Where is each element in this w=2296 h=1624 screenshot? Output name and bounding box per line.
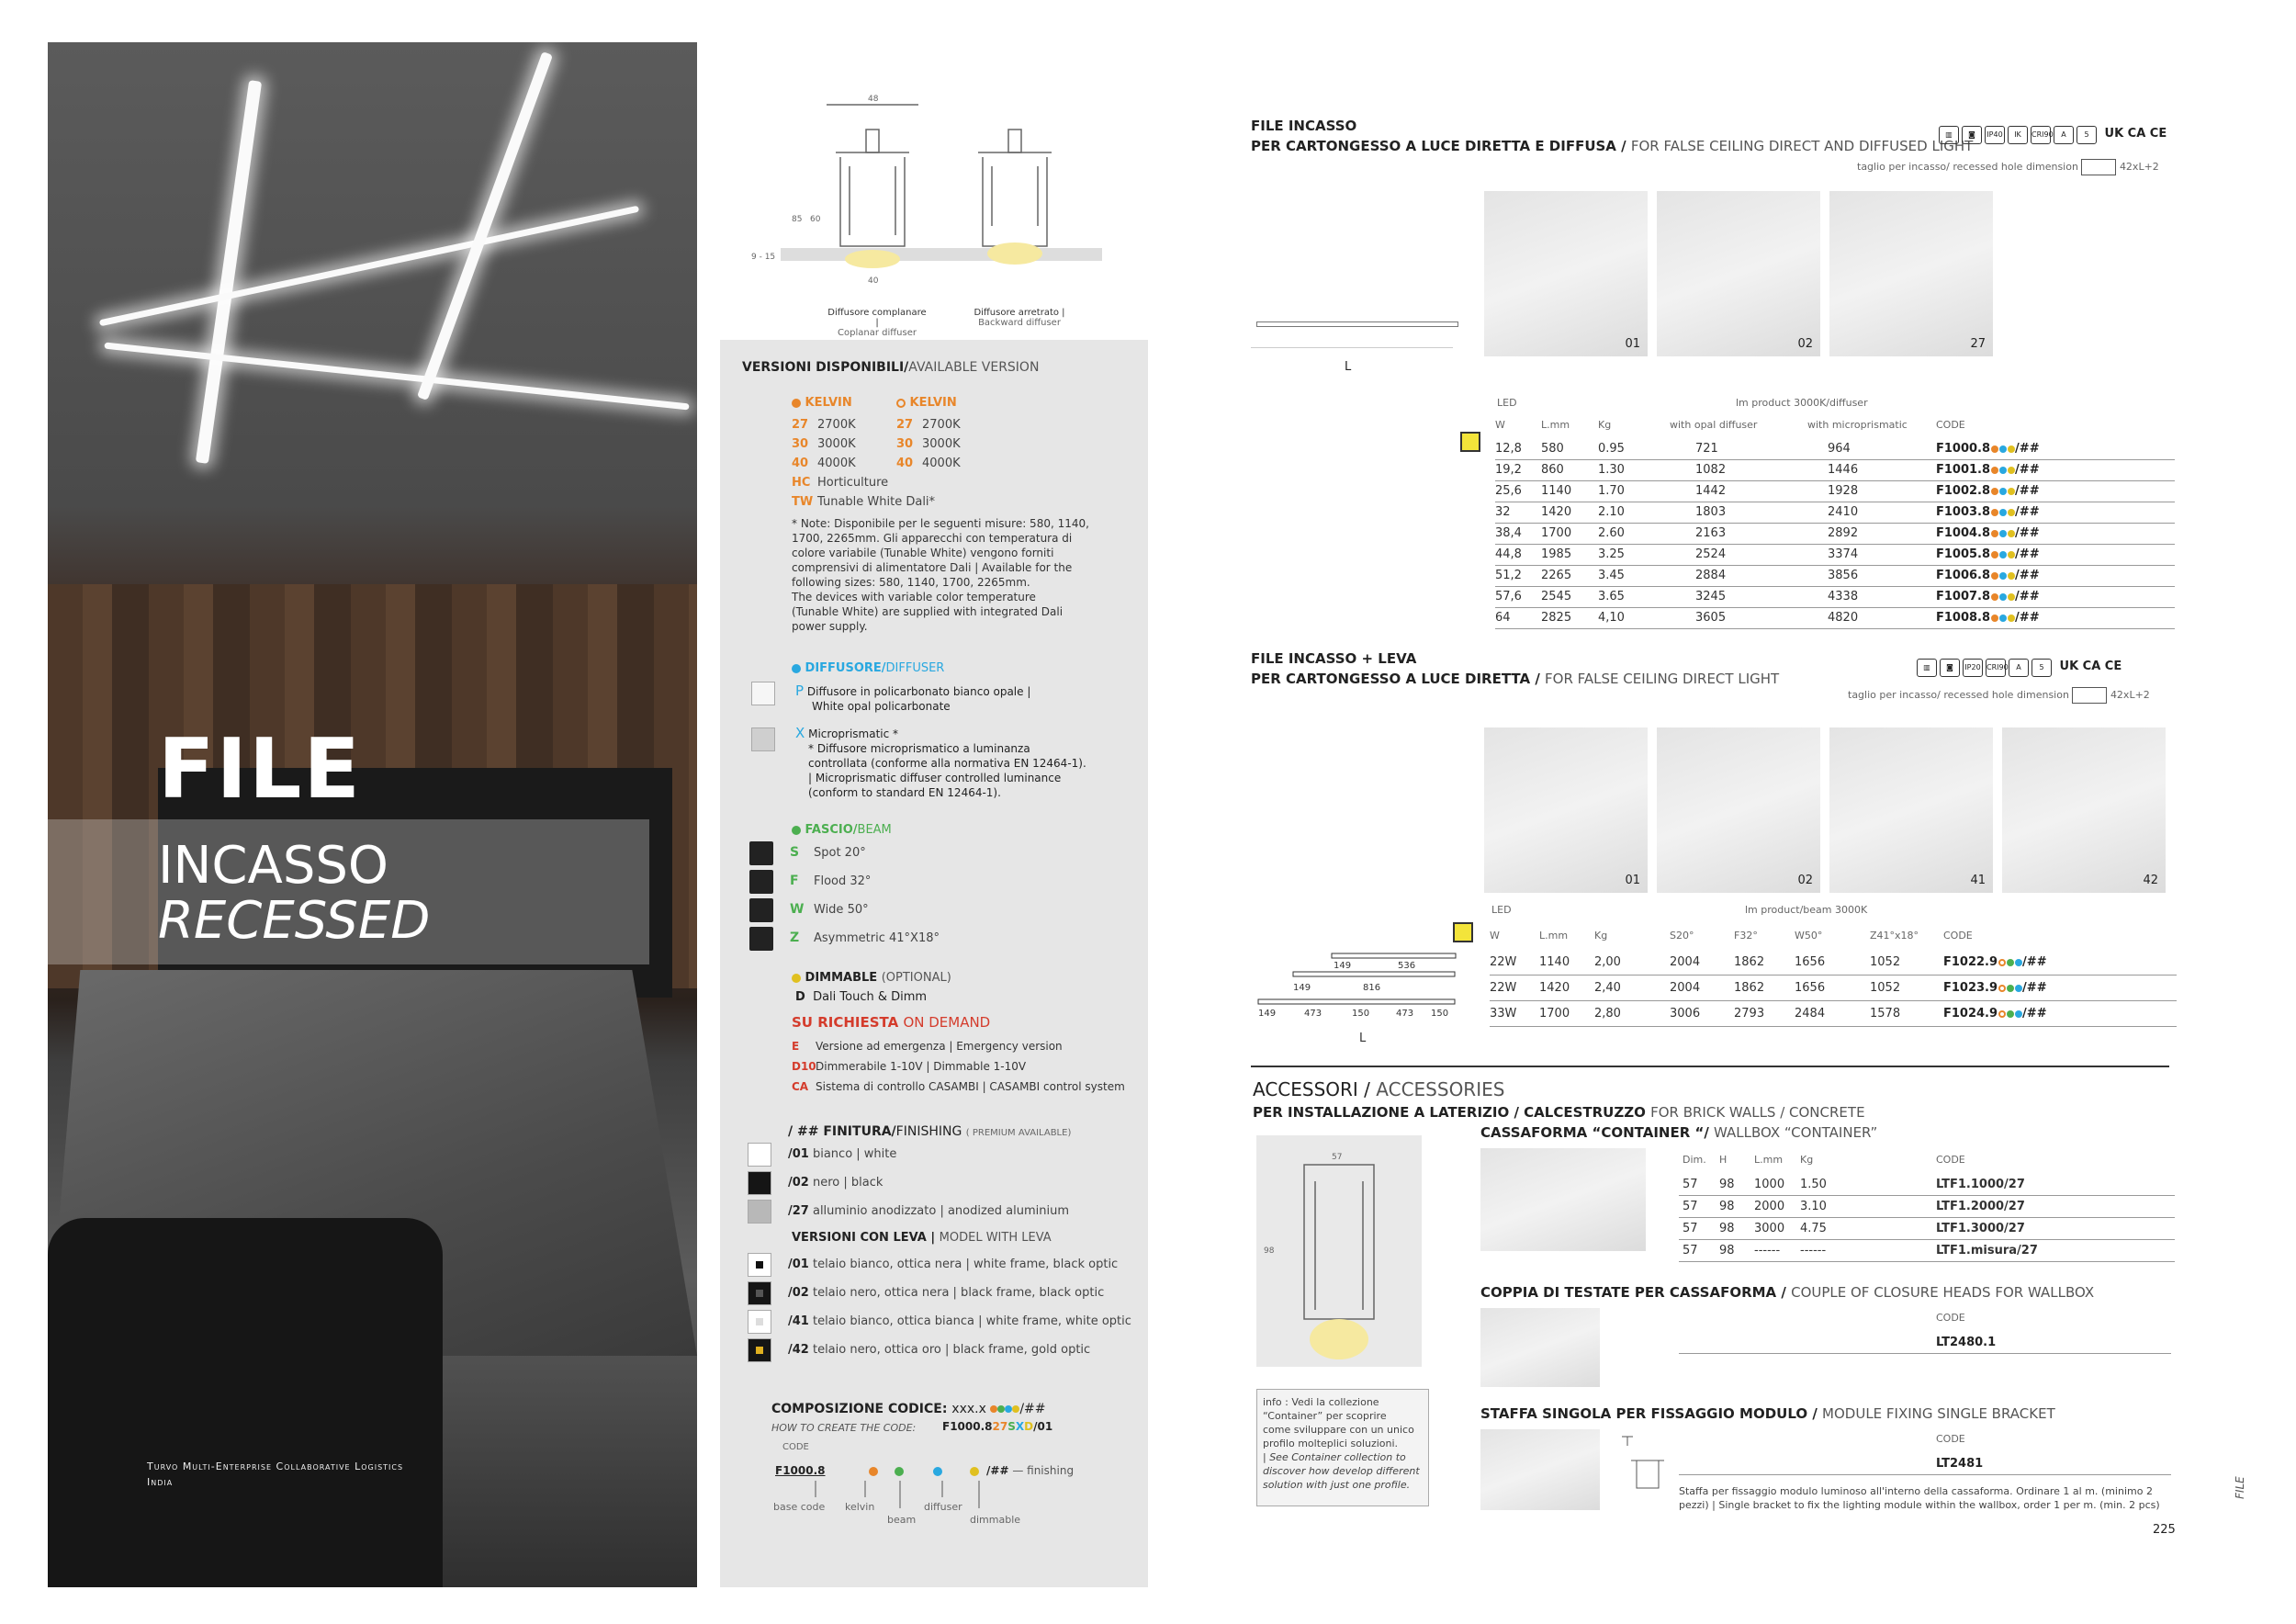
section-subtitle-leva: PER CARTONGESSO A LUCE DIRETTA / FOR FALSE CEILING DIRECT LIGHT [1251, 671, 1780, 687]
table-row: 19,2 860 1.30 1082 1446 F1001.8 /## [1495, 460, 2175, 481]
legend-base-code: base code [773, 1501, 826, 1513]
info-line: “Container” per scoprire [1263, 1410, 1387, 1422]
diffuser-micro-swatch [751, 727, 775, 751]
leva-heading: VERSIONI CON LEVA | MODEL WITH LEVA [792, 1231, 1052, 1245]
page-title: FILE [158, 721, 362, 818]
table-row: 57 98 2000 3.10 LTF1.2000/27 [1679, 1196, 2175, 1218]
bracket-heading: STAFFA SINGOLA PER FISSAGGIO MODULO / MODULE FIXING SINGLE BRACKET [1480, 1405, 2055, 1422]
accessories-rule [1251, 1066, 2169, 1067]
table-row: 44,8 1985 3.25 2524 3374 F1005.8 /## [1495, 545, 2175, 566]
svg-text:60: 60 [810, 215, 821, 224]
leva-option: /42 telaio nero, ottica oro | black frame, gold optic [748, 1338, 1133, 1364]
info-line: info : Vedi la collezione [1263, 1396, 1379, 1408]
cert-badge: 5 [2077, 126, 2097, 144]
table-row: 22W 1140 2,00 2004 1862 1656 1052 F1022.9 /## [1490, 950, 2177, 976]
cert-badge: IP20 [1963, 659, 1983, 677]
ondemand-list [792, 1036, 1125, 1097]
warning-icon-leva [1453, 922, 1473, 942]
note-line: | Microprismatic diffuser controlled luminance [808, 772, 1062, 784]
legend-diffuser: diffuser [924, 1501, 962, 1513]
diagram-caption-backward: Diffusore arretrato | Backward diffuser [974, 308, 1065, 328]
table-row: 25,6 1140 1.70 1442 1928 F1002.8 /## [1495, 481, 2175, 502]
table-row: 38,4 1700 2.60 2163 2892 F1004.8 /## [1495, 524, 2175, 545]
svg-text:816: 816 [1363, 983, 1381, 993]
table-header: W L.mm Kg with opal diffuser with microprismatic CODE [1495, 419, 1965, 431]
page-number: 225 [2153, 1523, 2176, 1537]
leva-option: /02 telaio nero, ottica nera | black frame, black optic [748, 1281, 1133, 1307]
note-line: The devices with variable color temperature [792, 591, 1036, 603]
svg-text:150: 150 [1352, 1009, 1370, 1019]
cert-badge: A [2054, 126, 2074, 144]
legend-kelvin: kelvin [845, 1501, 875, 1513]
bracket-code-label: CODE [1936, 1433, 1965, 1445]
beam-icon [749, 870, 773, 894]
howto-label: HOW TO CREATE THE CODE: [771, 1422, 917, 1434]
kelvin-heading-right: KELVIN [896, 393, 957, 412]
table-row: 51,2 2265 3.45 2884 3856 F1006.8 /## [1495, 566, 2175, 587]
cert-badges-leva: ▥ ◙ IP20 CRI90 A 5 UK CA CE [1914, 656, 2122, 677]
beam-icon [749, 841, 773, 865]
profile-diagram [735, 88, 1120, 336]
diffuser-micro: X Microprismatic * * Diffusore microprismatico a luminanza controllata (conforme alla normativa EN 12464-1). | Microprismatic diffuser controlled luminance (conform to standard EN 12464-1). [795, 725, 1086, 799]
diffuser-heading: DIFFUSORE/DIFFUSER [792, 659, 944, 678]
diffuser-opal: P Diffusore in policarbonato bianco opale | White opal policarbonate [795, 682, 1031, 713]
incasso-table [1495, 419, 2175, 629]
info-box [1256, 1389, 1429, 1506]
code-cell: F1023.9 /## [1943, 981, 2047, 995]
table-row: 12,8 580 0.95 721 964 F1000.8 /## [1495, 439, 2175, 460]
length-bar [1256, 321, 1458, 327]
code-hash: /## — finishing [986, 1464, 1075, 1477]
bracket-image [1480, 1429, 1600, 1510]
svg-text:85: 85 [792, 215, 803, 224]
info-line: solution with just one profile. [1263, 1479, 1411, 1491]
section-title-incasso: FILE INCASSO [1251, 118, 1357, 134]
table-row: 57 98 1000 1.50 LTF1.1000/27 [1679, 1174, 2175, 1196]
badge-icon: ▥ [1917, 659, 1937, 677]
kelvin-note [792, 516, 1089, 634]
code-cell: F1005.8 /## [1936, 547, 2040, 561]
svg-text:48: 48 [868, 95, 879, 104]
code-cell: F1000.8 /## [1936, 442, 2040, 456]
kelvin-heading-left: KELVIN [792, 393, 852, 412]
svg-text:473: 473 [1304, 1009, 1322, 1019]
wallbox-image [1480, 1148, 1646, 1251]
table-header: W L.mm Kg S20° F32° W50° Z41°x18° CODE [1490, 930, 1973, 942]
code-dots [869, 1461, 979, 1479]
wallbox-diagram [1256, 1135, 1422, 1367]
beam-option: F Flood 32° [749, 870, 1025, 896]
cert-badge: IP40 [1985, 126, 2005, 144]
leva-swatch [748, 1338, 771, 1362]
leva-image-42: 42 [2002, 727, 2166, 893]
svg-text:98: 98 [1264, 1246, 1275, 1256]
svg-text:40: 40 [868, 276, 879, 286]
diagram-caption-coplanar: Diffusore complanare | Coplanar diffuser [827, 308, 927, 338]
ondemand-heading: SU RICHIESTA ON DEMAND [792, 1014, 991, 1031]
product-image-01: 01 [1484, 191, 1648, 356]
note-line: colore variabile (Tunable White) vengono forniti [792, 547, 1054, 559]
kelvin-option: 27 2700K [896, 418, 961, 432]
svg-text:L: L [1359, 1032, 1367, 1045]
bracket-note: Staffa per fissaggio modulo luminoso all'interno della cassaforma. Ordinare 1 al m. (minimo 2 pezzi) | Single bracket to fix the lighting module within the wallbox, order 1 per m. (min. 2 pcs) [1679, 1485, 2160, 1511]
code-base: F1000.8 [775, 1464, 826, 1477]
code-cell: F1002.8 /## [1936, 484, 2040, 498]
leva-table [1490, 928, 2177, 1027]
ondemand-option: E Versione ad emergenza | Emergency version [792, 1040, 1063, 1053]
note-line: * Diffusore microprismatico a luminanza [808, 742, 1030, 755]
th-led: LED [1497, 397, 1517, 409]
note-line: (conform to standard EN 12464-1). [808, 786, 1001, 799]
code-cell: F1003.8 /## [1936, 505, 2040, 519]
kelvin-option: TW Tunable White Dali* [792, 495, 936, 509]
svg-text:150: 150 [1431, 1009, 1449, 1019]
beam-option: Z Asymmetric 41°X18° [749, 927, 1025, 953]
kelvin-option: HC Horticulture [792, 476, 889, 490]
leva-swatch [748, 1310, 771, 1334]
finish-swatch [748, 1171, 771, 1195]
leva-option: /41 telaio bianco, ottica bianca | white frame, white optic [748, 1310, 1133, 1336]
code-cell: F1007.8 /## [1936, 590, 2040, 603]
hole-dimension-leva: taglio per incasso/ recessed hole dimension 42xL+2 [1848, 687, 2150, 704]
table-row: 57 98 3000 4.75 LTF1.3000/27 [1679, 1218, 2175, 1240]
section-subtitle-incasso: PER CARTONGESSO A LUCE DIRETTA E DIFFUSA / FOR FALSE CEILING DIRECT AND DIFFUSED LIGHT [1251, 138, 1974, 154]
table-row: 33W 1700 2,80 3006 2793 2484 1578 F1024.9 /## [1490, 1001, 2177, 1027]
accessories-subheading: PER INSTALLAZIONE A LATERIZIO / CALCESTRUZZO FOR BRICK WALLS / CONCRETE [1253, 1104, 1865, 1121]
table-row: 64 2825 4,10 3605 4820 F1008.8 /## [1495, 608, 2175, 629]
note-line: 1700, 2265mm. Gli apparecchi con temperatura di [792, 532, 1073, 545]
leva-option: /01 telaio bianco, ottica nera | white frame, black optic [748, 1253, 1133, 1279]
finish-option: /02 nero | black [748, 1171, 1115, 1197]
badge-icon: ◙ [1962, 126, 1982, 144]
finish-swatch [748, 1200, 771, 1224]
legend-dimmable: dimmable [970, 1514, 1021, 1526]
finish-option: /01 bianco | white [748, 1143, 1115, 1168]
code-label: CODE [782, 1442, 809, 1452]
compose-heading: COMPOSIZIONE CODICE: xxx.x /## [771, 1402, 1046, 1416]
th-lm: lm product 3000K/diffuser [1736, 397, 1868, 409]
accessories-heading: ACCESSORI / ACCESSORIES [1253, 1078, 1505, 1100]
note-line: following sizes: 580, 1140, 1700, 2265mm. [792, 576, 1030, 589]
svg-text:473: 473 [1396, 1009, 1414, 1019]
side-label: FILE [2234, 1476, 2246, 1499]
kelvin-option: 30 3000K [896, 437, 961, 451]
info-line: come sviluppare con un unico [1263, 1424, 1414, 1436]
kelvin-option: 40 4000K [896, 457, 961, 470]
svg-text:57: 57 [1332, 1153, 1343, 1162]
product-image-27: 27 [1829, 191, 1993, 356]
hole-dimension: taglio per incasso/ recessed hole dimension 42xL+2 [1857, 159, 2159, 175]
dimmable-option: D Dali Touch & Dimm [795, 990, 928, 1004]
beam-option: S Spot 20° [749, 841, 1025, 867]
section-title-leva: FILE INCASSO + LEVA [1251, 650, 1417, 667]
length-line [1251, 347, 1453, 348]
length-label: L [1345, 360, 1352, 374]
svg-text:9 - 15: 9 - 15 [751, 253, 776, 262]
bracket-row: LT2481 [1679, 1455, 2171, 1475]
diffuser-opal-swatch [751, 682, 775, 705]
leva-swatch [748, 1281, 771, 1305]
note-line: comprensivi di alimentatore Dali | Available for the [792, 561, 1073, 574]
wallbox-heading: CASSAFORMA “CONTAINER “/ WALLBOX “CONTAINER” [1480, 1124, 1878, 1141]
code-cell: F1001.8 /## [1936, 463, 2040, 477]
cert-badge: A [2009, 659, 2029, 677]
table-row: 32 1420 2.10 1803 2410 F1003.8 /## [1495, 502, 2175, 524]
note-line: (Tunable White) are supplied with integrated Dali [792, 605, 1064, 618]
info-line: | See Container collection to [1263, 1451, 1406, 1463]
svg-text:149: 149 [1258, 1009, 1277, 1019]
cert-badge: CRI90 [2031, 126, 2051, 144]
heads-image [1480, 1308, 1600, 1387]
heads-code-label: CODE [1936, 1312, 1965, 1324]
leva-image-02: 02 [1657, 727, 1820, 893]
info-line: profilo molteplici soluzioni. [1263, 1438, 1399, 1449]
finish-swatch [748, 1143, 771, 1167]
wallbox-table [1679, 1154, 2175, 1262]
th-lm-leva: lm product/beam 3000K [1745, 904, 1868, 916]
svg-text:149: 149 [1293, 983, 1311, 993]
subtitle-recessed: RECESSED [158, 891, 431, 951]
photo-credit: Turvo Multi-Enterprise Collaborative Logistics India [147, 1460, 404, 1488]
cert-badge: CRI90 [1986, 659, 2006, 677]
cert-badge: 5 [2032, 659, 2052, 677]
leva-swatch [748, 1253, 771, 1277]
kelvin-option: 30 3000K [792, 437, 856, 451]
beam-icon [749, 927, 773, 951]
badge-icon: ▥ [1939, 126, 1959, 144]
versions-heading: VERSIONI DISPONIBILI/AVAILABLE VERSION [742, 360, 1040, 375]
beam-heading: FASCIO/BEAM [792, 820, 892, 840]
table-header: Dim. H L.mm Kg CODE [1683, 1154, 1965, 1166]
finish-option: /27 alluminio anodizzato | anodized aluminium [748, 1200, 1115, 1225]
info-line: discover how develop different [1263, 1465, 1420, 1477]
note-line: controllata (conforme alla normativa EN 12464-1). [808, 757, 1086, 770]
code-cell: F1008.8 /## [1936, 611, 2040, 625]
th-led-leva: LED [1491, 904, 1512, 916]
beam-option: W Wide 50° [749, 898, 1025, 924]
heads-row: LT2480.1 [1679, 1334, 2171, 1354]
cert-badge: IK [2008, 126, 2028, 144]
leva-image-01: 01 [1484, 727, 1648, 893]
warning-icon [1460, 432, 1480, 452]
kelvin-option: 40 4000K [792, 457, 856, 470]
finish-heading: / ## FINITURA/FINISHING ( PREMIUM AVAILABLE) [788, 1124, 1072, 1139]
table-row: 57,6 2545 3.65 3245 4338 F1007.8 /## [1495, 587, 2175, 608]
table-row: 22W 1420 2,40 2004 1862 1656 1052 F1023.9 /## [1490, 976, 2177, 1001]
heads-heading: COPPIA DI TESTATE PER CASSAFORMA / COUPLE OF CLOSURE HEADS FOR WALLBOX [1480, 1284, 2095, 1301]
ondemand-option: CA Sistema di controllo CASAMBI | CASAMBI control system [792, 1080, 1125, 1093]
kelvin-list-right [896, 415, 961, 473]
subtitle-incasso: INCASSO [158, 836, 388, 896]
ondemand-option: D10Dimmerabile 1-10V | Dimmable 1-10V [792, 1060, 1027, 1073]
legend-beam: beam [887, 1514, 917, 1526]
svg-text:149: 149 [1334, 961, 1352, 971]
leva-composition [1256, 946, 1458, 1047]
code-cell: F1006.8 /## [1936, 569, 2040, 582]
hero-photo [48, 42, 697, 1587]
code-example: F1000.827SXD/01 [942, 1420, 1053, 1433]
leva-image-41: 41 [1829, 727, 1993, 893]
table-row: 57 98 ------ ------ LTF1.misura/27 [1679, 1240, 2175, 1262]
svg-text:536: 536 [1398, 961, 1416, 971]
code-cell: F1022.9 /## [1943, 955, 2047, 969]
dimmable-heading: DIMMABLE (OPTIONAL) [792, 968, 951, 987]
note-line: power supply. [792, 620, 868, 633]
beam-icon [749, 898, 773, 922]
code-cell: F1004.8 /## [1936, 526, 2040, 540]
kelvin-option: 27 2700K [792, 418, 856, 432]
code-cell: F1024.9 /## [1943, 1007, 2047, 1021]
cert-badges: ▥ ◙ IP40 IK CRI90 A 5 UK CA CE [1936, 123, 2167, 144]
note-line: * Note: Disponibile per le seguenti misure: 580, 1140, [792, 517, 1089, 530]
badge-icon: ◙ [1940, 659, 1960, 677]
bracket-sketch [1613, 1433, 1668, 1497]
product-image-02: 02 [1657, 191, 1820, 356]
